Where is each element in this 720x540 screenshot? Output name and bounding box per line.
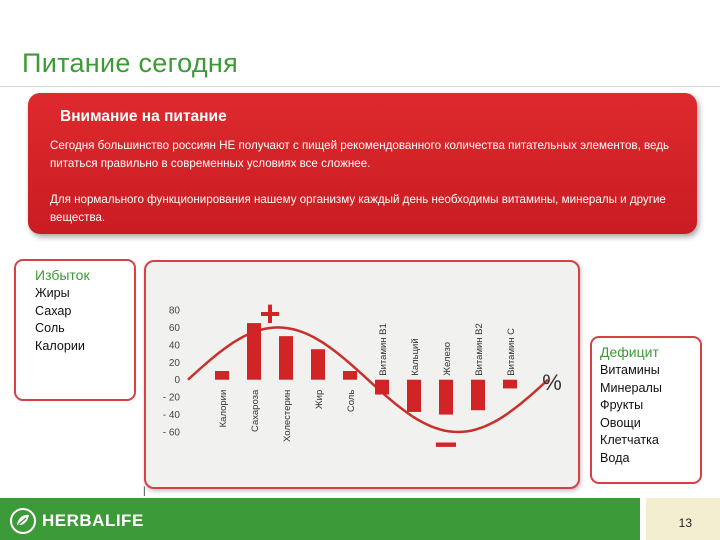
nutrition-balance-chart bbox=[146, 262, 574, 483]
deficit-heading: Дефицит bbox=[600, 344, 659, 360]
y-tick-label: - 60 bbox=[162, 427, 180, 439]
chart-bar bbox=[215, 371, 229, 380]
category-label: Сахароза bbox=[250, 389, 261, 432]
category-label: Витамин C bbox=[506, 327, 517, 376]
y-tick-label: - 40 bbox=[162, 410, 180, 422]
chart-bar bbox=[503, 380, 517, 389]
unit-annotation: % bbox=[542, 370, 562, 395]
attention-callout bbox=[28, 93, 697, 234]
deficit-item: Минералы bbox=[600, 380, 662, 395]
leaf-logo-icon bbox=[10, 508, 36, 534]
excess-item: Жиры bbox=[35, 286, 70, 300]
excess-heading: Избыток bbox=[35, 267, 90, 283]
excess-item: Соль bbox=[35, 321, 65, 335]
attention-paragraph-2: Для нормального функционирования нашему организму каждый день необходимы витамины, минералы и другие вещества. bbox=[50, 193, 666, 224]
attention-heading: Внимание на питание bbox=[60, 108, 227, 125]
category-label: Холестерин bbox=[282, 389, 293, 442]
plus-annotation: + bbox=[259, 293, 281, 334]
y-tick-label: 20 bbox=[168, 357, 180, 369]
deficit-panel bbox=[590, 336, 702, 484]
category-label: Железо bbox=[442, 341, 453, 376]
category-label: Кальций bbox=[410, 338, 421, 376]
page-number: 13 bbox=[678, 516, 692, 530]
page-number-box bbox=[646, 498, 720, 540]
chart-bar bbox=[407, 380, 421, 412]
trend-curve bbox=[188, 327, 548, 432]
category-label: Соль bbox=[346, 389, 357, 413]
minus-annotation: − bbox=[434, 423, 458, 467]
deficit-item: Вода bbox=[600, 450, 630, 465]
y-tick-label: 0 bbox=[174, 375, 180, 387]
excess-item: Калории bbox=[35, 338, 85, 353]
stray-mark: | bbox=[143, 486, 146, 497]
category-label: Калории bbox=[218, 389, 229, 428]
excess-panel bbox=[14, 259, 136, 401]
category-label: Витамин B1 bbox=[378, 323, 389, 376]
excess-item: Сахар bbox=[35, 303, 72, 318]
category-label: Витамин B2 bbox=[474, 323, 485, 376]
title-divider bbox=[0, 86, 720, 87]
slide-title: Питание сегодня bbox=[22, 48, 239, 78]
chart-bar bbox=[471, 380, 485, 411]
y-tick-label: - 20 bbox=[162, 392, 180, 404]
herbalife-logo bbox=[10, 508, 144, 534]
y-tick-label: 80 bbox=[168, 305, 180, 317]
chart-bar bbox=[439, 380, 453, 415]
deficit-item: Клетчатка bbox=[600, 433, 659, 447]
deficit-item: Овощи bbox=[600, 415, 641, 430]
y-tick-label: 60 bbox=[168, 322, 180, 334]
chart-bar bbox=[279, 336, 293, 380]
category-label: Жир bbox=[314, 389, 325, 410]
excess-list bbox=[35, 285, 134, 355]
chart-bar bbox=[343, 371, 357, 380]
chart-bar bbox=[375, 380, 389, 395]
deficit-item: Фрукты bbox=[600, 398, 644, 412]
attention-paragraph-1: Сегодня большинство россиян НЕ получают с пищей рекомендованного количества питательных элементов, ведь питаться правильно в современных условиях все сложнее. bbox=[50, 139, 670, 170]
chart-bar bbox=[311, 349, 325, 380]
logo-text: HERBALIFE bbox=[42, 511, 144, 530]
deficit-item: Витамины bbox=[600, 363, 660, 377]
y-tick-label: 40 bbox=[168, 340, 180, 352]
deficit-list bbox=[600, 362, 700, 467]
